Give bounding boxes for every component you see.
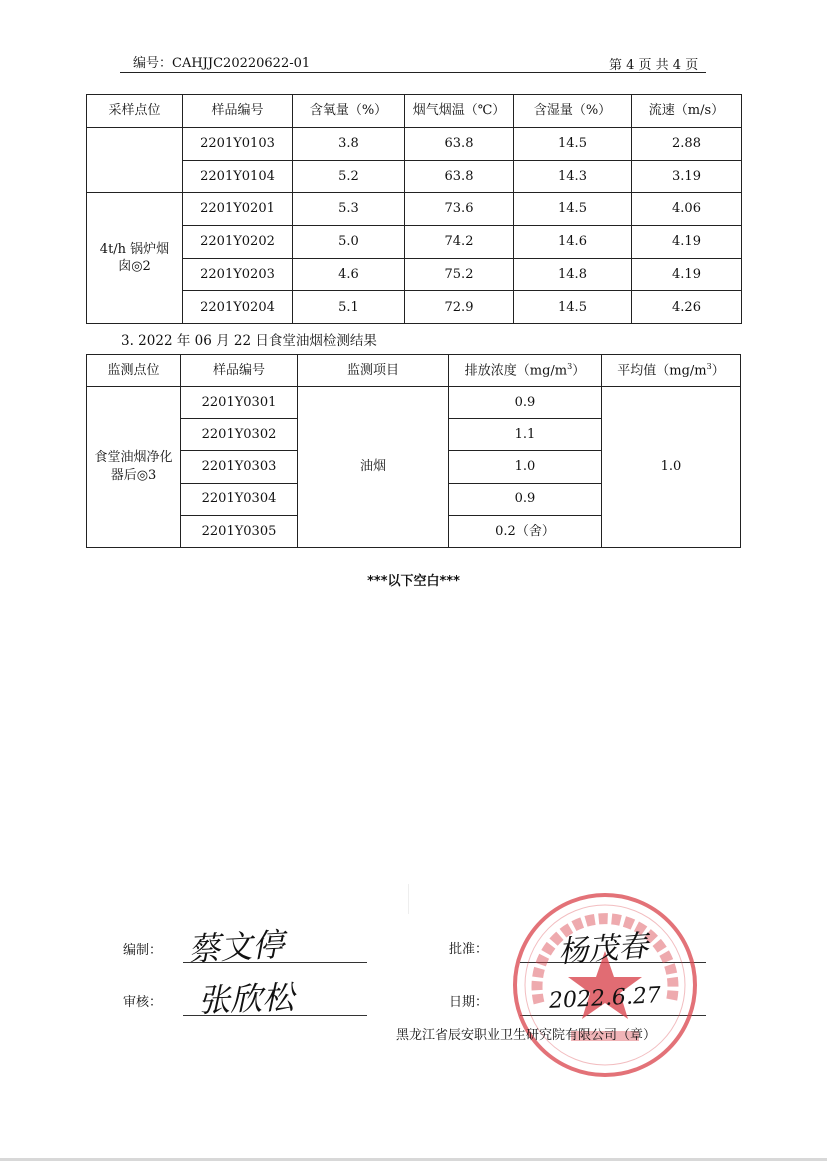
monitoring-item: 油烟: [298, 387, 449, 548]
humidity-value: 14.3: [514, 160, 632, 193]
flue-gas-table: [86, 94, 742, 324]
table-row: [87, 291, 742, 324]
sample-id: 2201Y0203: [183, 258, 293, 291]
review-label: 审核：: [123, 995, 163, 1010]
temp-value: 63.8: [405, 128, 514, 161]
table-header-row: [87, 95, 742, 128]
handwritten-date: 2022.6.27: [548, 983, 662, 1014]
compiler-signature: 蔡文停: [187, 925, 286, 969]
oxygen-value: 5.0: [293, 226, 405, 259]
humidity-value: 14.5: [514, 193, 632, 226]
sample-id: 2201Y0304: [181, 483, 298, 515]
flow-value: 4.26: [632, 291, 742, 324]
col-header-point: 采样点位: [87, 95, 183, 128]
flow-value: 2.88: [632, 128, 742, 161]
empty-point-cell: [87, 128, 183, 193]
table-row: [87, 387, 741, 419]
oxygen-value: 3.8: [293, 128, 405, 161]
temp-value: 74.2: [405, 226, 514, 259]
sample-id: 2201Y0302: [181, 419, 298, 451]
section-title: 3. 2022 年 06 月 22 日食堂油烟检测结果: [121, 333, 377, 349]
table-row: [87, 128, 742, 161]
review-sign-line: [183, 1015, 367, 1016]
report-number: 编号：CAHJJC20220622-01: [133, 56, 311, 71]
temp-value: 73.6: [405, 193, 514, 226]
flow-value: 4.19: [632, 226, 742, 259]
flow-value: 4.06: [632, 193, 742, 226]
compile-sign-line: [183, 962, 367, 963]
end-of-content-note: ***以下空白***: [367, 574, 460, 589]
monitoring-point-label: 食堂油烟净化器后◎3: [87, 387, 181, 548]
table-header-row: [87, 355, 741, 387]
humidity-value: 14.8: [514, 258, 632, 291]
col-header-sample: 样品编号: [181, 355, 298, 387]
col-header-average: 平均值$(mg/m^3)$: [602, 355, 741, 387]
cooking-fume-table: [86, 354, 741, 548]
col-header-temp: 烟气烟温（℃）: [405, 95, 514, 128]
sample-id: 2201Y0204: [183, 291, 293, 324]
sample-id: 2201Y0303: [181, 451, 298, 483]
humidity-value: 14.6: [514, 226, 632, 259]
col-header-humidity: 含湿量（%）: [514, 95, 632, 128]
table-row: [87, 226, 742, 259]
col-header-point: 监测点位: [87, 355, 181, 387]
sample-id: 2201Y0305: [181, 515, 298, 547]
col-header-concentration: 排放浓度$(mg/m^3)$: [449, 355, 602, 387]
average-value: 1.0: [602, 387, 741, 548]
col-header-item: 监测项目: [298, 355, 449, 387]
oxygen-value: 5.2: [293, 160, 405, 193]
page-indicator: 第 4 页 共 4 页: [609, 58, 699, 73]
organization-name: 黑龙江省辰安职业卫生研究院有限公司（章）: [396, 1028, 657, 1043]
col-header-flow: 流速（m/s）: [632, 95, 742, 128]
flow-value: 4.19: [632, 258, 742, 291]
concentration-value: 1.0: [449, 451, 602, 483]
approver-signature: 杨茂春: [557, 928, 650, 971]
concentration-value: 0.9: [449, 387, 602, 419]
temp-value: 75.2: [405, 258, 514, 291]
sample-id: 2201Y0104: [183, 160, 293, 193]
oxygen-value: 4.6: [293, 258, 405, 291]
sample-id: 2201Y0103: [183, 128, 293, 161]
oxygen-value: 5.3: [293, 193, 405, 226]
sampling-point-label: 4t/h 锅炉烟囱◎2: [87, 193, 183, 324]
table-row: [87, 258, 742, 291]
table-row: [87, 193, 742, 226]
sample-id: 2201Y0202: [183, 226, 293, 259]
header-divider: [120, 72, 706, 73]
concentration-value: 1.1: [449, 419, 602, 451]
flow-value: 3.19: [632, 160, 742, 193]
sample-id: 2201Y0301: [181, 387, 298, 419]
temp-value: 72.9: [405, 291, 514, 324]
concentration-value: 0.2（舍）: [449, 515, 602, 547]
compile-label: 编制：: [123, 943, 163, 958]
reviewer-signature: 张欣松: [197, 978, 295, 1020]
scan-artifact: [408, 884, 409, 914]
table-row: [87, 160, 742, 193]
sample-id: 2201Y0201: [183, 193, 293, 226]
oxygen-value: 5.1: [293, 291, 405, 324]
approve-label: 批准：: [449, 942, 489, 957]
page-bottom-edge: [0, 1158, 827, 1161]
date-label: 日期：: [449, 995, 489, 1010]
concentration-value: 0.9: [449, 483, 602, 515]
humidity-value: 14.5: [514, 291, 632, 324]
temp-value: 63.8: [405, 160, 514, 193]
col-header-sample: 样品编号: [183, 95, 293, 128]
col-header-oxygen: 含氧量（%）: [293, 95, 405, 128]
humidity-value: 14.5: [514, 128, 632, 161]
